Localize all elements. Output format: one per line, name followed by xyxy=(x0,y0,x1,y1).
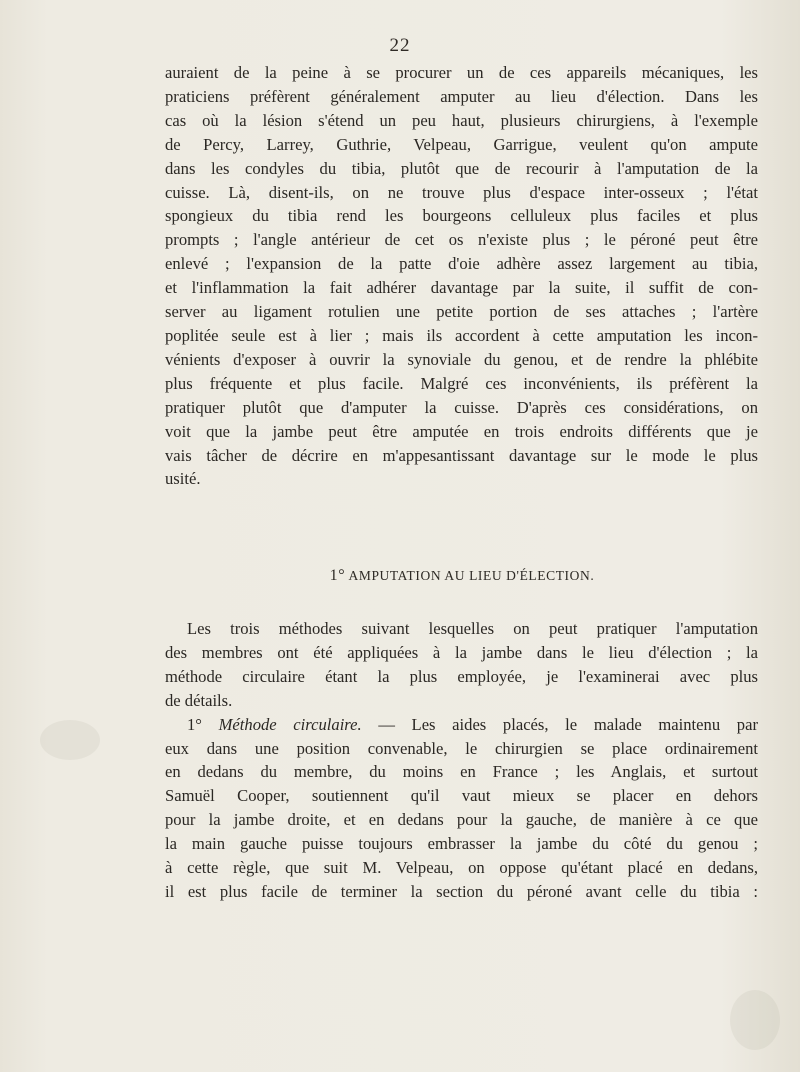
section-heading xyxy=(0,567,800,585)
text-line: et l'inflammation la fait adhérer davantage par la suite, il suffit de con- xyxy=(165,278,758,298)
text-line xyxy=(165,713,758,737)
text-line: Les trois méthodes suivant lesquelles on peut pratiquer l'amputation xyxy=(187,619,758,638)
text-line: cas où la lésion s'étend un peu haut, plusieurs chirurgiens, à l'exemple xyxy=(165,110,758,130)
text-line: pour la jambe droite, et en dedans pour la gauche, de manière à ce que xyxy=(165,810,758,830)
text-line: eux dans une position convenable, le chirurgien se place ordinairement xyxy=(165,738,758,758)
page-number: 22 xyxy=(389,35,411,56)
text-line: poplitée seule est à lier ; mais ils accordent à cette amputation les incon- xyxy=(165,325,758,345)
text-line: voit que la jambe peut être amputée en trois endroits différents que je xyxy=(165,421,758,441)
text-line: à cette règle, que suit M. Velpeau, on oppose qu'étant placé en dedans, xyxy=(165,858,758,878)
text-line: de détails. xyxy=(165,690,233,710)
paragraph-2 xyxy=(165,617,758,904)
text-line: dans les condyles du tibia, plutôt que de recourir à l'amputation de la xyxy=(165,158,758,178)
text-line: des membres ont été appliquées à la jambe dans le lieu d'élection ; la xyxy=(165,642,758,662)
text-line: il est plus facile de terminer la section du péroné avant celle du tibia : xyxy=(165,881,758,901)
text-line: spongieux du tibia rend les bourgeons celluleux plus faciles et plus xyxy=(165,206,758,226)
text-line: enlevé ; l'expansion de la patte d'oie adhère assez largement au tibia, xyxy=(165,254,758,274)
method-intro: — Les aides placés, le malade maintenu par xyxy=(378,714,758,734)
text-line: prompts ; l'angle antérieur de cet os n'existe plus ; le péroné peut être xyxy=(165,230,758,250)
text-line: vais tâcher de décrire en m'appesantissant davantage sur le mode le plus xyxy=(165,445,758,465)
text-line: auraient de la peine à se procurer un de ces appareils mécaniques, les xyxy=(165,63,758,82)
section-title: AMPUTATION AU LIEU D'ÉLECTION. xyxy=(348,568,595,583)
text-line: vénients d'exposer à ouvrir la synoviale du genou, et de rendre la phlébite xyxy=(165,349,758,369)
method-title: Méthode circulaire. xyxy=(218,714,362,734)
text-line: cuisse. Là, disent-ils, on ne trouve plus d'espace inter-osseux ; l'état xyxy=(165,182,758,202)
text-line: de Percy, Larrey, Guthrie, Velpeau, Garrigue, veulent qu'on ampute xyxy=(165,134,758,154)
text-line: la main gauche puisse toujours embrasser la jambe du côté du genou ; xyxy=(165,834,758,854)
text-line: plus fréquente et plus facile. Malgré ces inconvénients, ils préfèrent la xyxy=(165,373,758,393)
paper-stain xyxy=(730,990,780,1050)
section-number: 1° xyxy=(329,567,346,584)
paragraph-1 xyxy=(165,61,758,491)
text-line: Samuël Cooper, soutiennent qu'il vaut mieux se placer en dehors xyxy=(165,786,758,806)
text-line: usité. xyxy=(165,469,201,489)
text-line: server au ligament rotulien une petite portion de ses attaches ; l'artère xyxy=(165,302,758,322)
text-line: en dedans du membre, du moins en France ; les Anglais, et surtout xyxy=(165,762,758,782)
paper-stain xyxy=(40,720,100,760)
text-line: méthode circulaire étant la plus employée, je l'examinerai avec plus xyxy=(165,666,758,686)
text-line: praticiens préfèrent généralement amputer au lieu d'élection. Dans les xyxy=(165,86,758,106)
method-marker: 1° xyxy=(187,714,202,734)
text-line: pratiquer plutôt que d'amputer la cuisse. D'après ces considérations, on xyxy=(165,397,758,417)
